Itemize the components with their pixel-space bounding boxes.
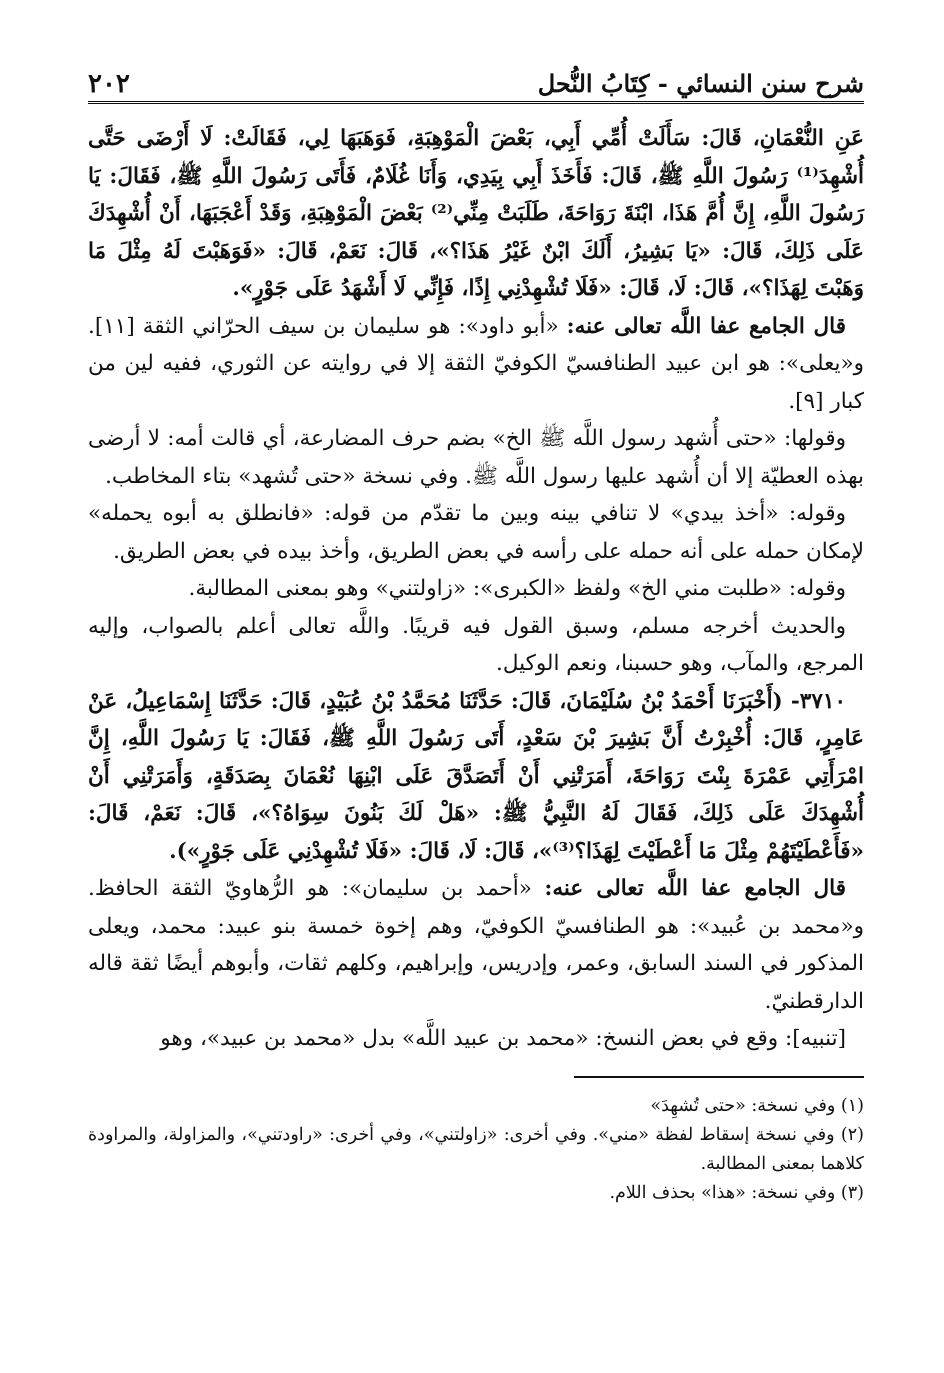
hadith-paragraph [88,120,864,308]
commentary-paragraph [88,870,864,1020]
commentary-paragraph [88,420,864,495]
paragraph-text: وقوله: «طلبت مني الخ» ولفظ «الكبرى»: «زاولتني» وهو بمعنى المطالبة. [188,576,846,601]
paragraph-text: والحديث أخرجه مسلم، وسبق القول فيه قريبًا. واللَّه تعالى أعلم بالصواب، وإليه المرجع، والمآب، وهو حسبنا، ونعم الوكيل. [88,613,864,676]
page-number: ٢٠٢ [88,69,130,99]
commentary-paragraph [88,308,864,421]
footnote: (١) وفي نسخة: «حتى تُشهِدَ» [650,1095,864,1116]
commentary-paragraph [88,608,864,683]
page-body [88,120,864,1058]
paragraph-text: [تنبيه]: وقع في بعض النسخ: «محمد بن عبيد اللَّه» بدل «محمد بن عبيد»، وهو [160,1026,846,1051]
paragraph-text: عَنِ النُّعْمَانِ، قَالَ: سَأَلَتْ أُمِّي أَبِي، بَعْضَ الْمَوْهِبَةِ، فَوَهَبَهَا لِي، فَقَالَتْ: لَا أَرْضَى حَتَّى أُشْهِدَ⁽¹⁾ رَسُولَ اللَّهِ ﷺ، قَالَ: فَأَخَذَ أَبِي بِيَدِي، وَأَنَا غُلَامٌ، فَأَتَى رَسُولَ اللَّهِ ﷺ، فَقَالَ: يَا رَسُولَ اللَّهِ، إِنَّ أُمَّ هَذَا، ابْنَةَ رَوَاحَةَ، طَلَبَتْ مِنِّي⁽²⁾ بَعْضَ الْمَوْهِبَةِ، وَقَدْ أَعْجَبَهَا، أَنْ أُشْهِدَكَ عَلَى ذَلِكَ، قَالَ: «يَا بَشِيرُ، أَلَكَ ابْنٌ غَيْرُ هَذَا؟»، قَالَ: نَعَمْ، قَالَ: «فَوَهَبْتَ لَهُ مِثْلَ مَا وَهَبْتَ لِهَذَا؟»، قَالَ: لَا، قَالَ: «فَلَا تُشْهِدْنِي إِذًا، فَإِنِّي لَا أَشْهَدُ عَلَى جَوْرٍ». [88,126,864,301]
commentary-lead: قال الجامع عفا اللَّه تعالى عنه: [544,876,846,901]
header-title: شرح سنن النسائي - كِتَابُ النُّحل [537,69,864,98]
paragraph-text: «أبو داود»: هو سليمان بن سيف الحرّاني الثقة [١١]. و«يعلى»: هو ابن عبيد الطنافسيّ الكوفيّ الثقة إلا في روايته عن الثوري، ففيه لين من كبار [٩]. [88,313,864,414]
footnote: (٢) وفي نسخة إسقاط لفظة «مني». وفي أخرى: «زاولتني»، وفي أخرى: «راودتني»، والمزاولة، والمراودة كلاهما بمعنى المطالبة. [88,1124,864,1174]
commentary-paragraph [88,1020,864,1058]
paragraph-text: وقولها: «حتى أُشهد رسول اللَّه ﷺ الخ» بضم حرف المضارعة، أي قالت أمه: لا أرضى بهذه العطيّة إلا أن أُشهد عليها رسول اللَّه ﷺ. وفي نسخة «حتى تُشهد» بتاء المخاطب. [88,426,864,489]
footnote: (٣) وفي نسخة: «هذا» بحذف اللام. [609,1182,864,1203]
commentary-paragraph [88,570,864,608]
running-header [88,58,864,104]
paragraph-text: «أحمد بن سليمان»: هو الرُّهاويّ الثقة الحافظ. و«محمد بن عُبيد»: هو الطنافسيّ الكوفيّ، وهم إخوة خمسة بنو عبيد: محمد، ويعلى المذكور في السند السابق، وعمر، وإدريس، وإبراهيم، وكلهم ثقات، وأبوهم أيضًا ثقة قاله الدارقطنيّ. [88,876,864,1014]
commentary-lead: قال الجامع عفا اللَّه تعالى عنه: [566,313,846,339]
footnotes [88,1092,864,1208]
paragraph-text: ٣٧١٠- (أَخْبَرَنَا أَحْمَدُ بْنُ سُلَيْمَانَ، قَالَ: حَدَّثَنَا مُحَمَّدُ بْنُ عُبَيْدٍ، قَالَ: حَدَّثَنَا إِسْمَاعِيلُ، عَنْ عَامِرٍ، قَالَ: أُخْبِرْتُ أَنَّ بَشِيرَ بْنَ سَعْدٍ، أَتَى رَسُولَ اللَّهِ ﷺ، فَقَالَ: يَا رَسُولَ اللَّهِ، إِنَّ امْرَأَتِي عَمْرَةَ بِنْتَ رَوَاحَةَ، أَمَرَتْنِي أَنْ أَتَصَدَّقَ عَلَى ابْنِهَا نُعْمَانَ بِصَدَقَةٍ، وَأَمَرَتْنِي أَنْ أُشْهِدَكَ عَلَى ذَلِكَ، فَقَالَ لَهُ النَّبِيُّ ﷺ: «هَلْ لَكَ بَنُونَ سِوَاهُ؟»، قَالَ: نَعَمْ، قَالَ: «فَأَعْطَيْتَهُمْ مِثْلَ مَا أَعْطَيْتَ لِهَذَا؟⁽³⁾»، قَالَ: لَا، قَالَ: «فَلَا تُشْهِدْنِي عَلَى جَوْرٍ»). [88,688,864,864]
commentary-paragraph [88,495,864,570]
hadith-paragraph [88,683,864,871]
book-page [88,58,864,1208]
paragraph-text: وقوله: «أخذ بيدي» لا تنافي بينه وبين ما تقدّم من قوله: «فانطلق به أبوه يحمله» لإمكان حمله على أنه حمله على رأسه في بعض الطريق، وأخذ بيده في بعض الطريق. [88,501,864,564]
footnote-divider [574,1076,864,1078]
